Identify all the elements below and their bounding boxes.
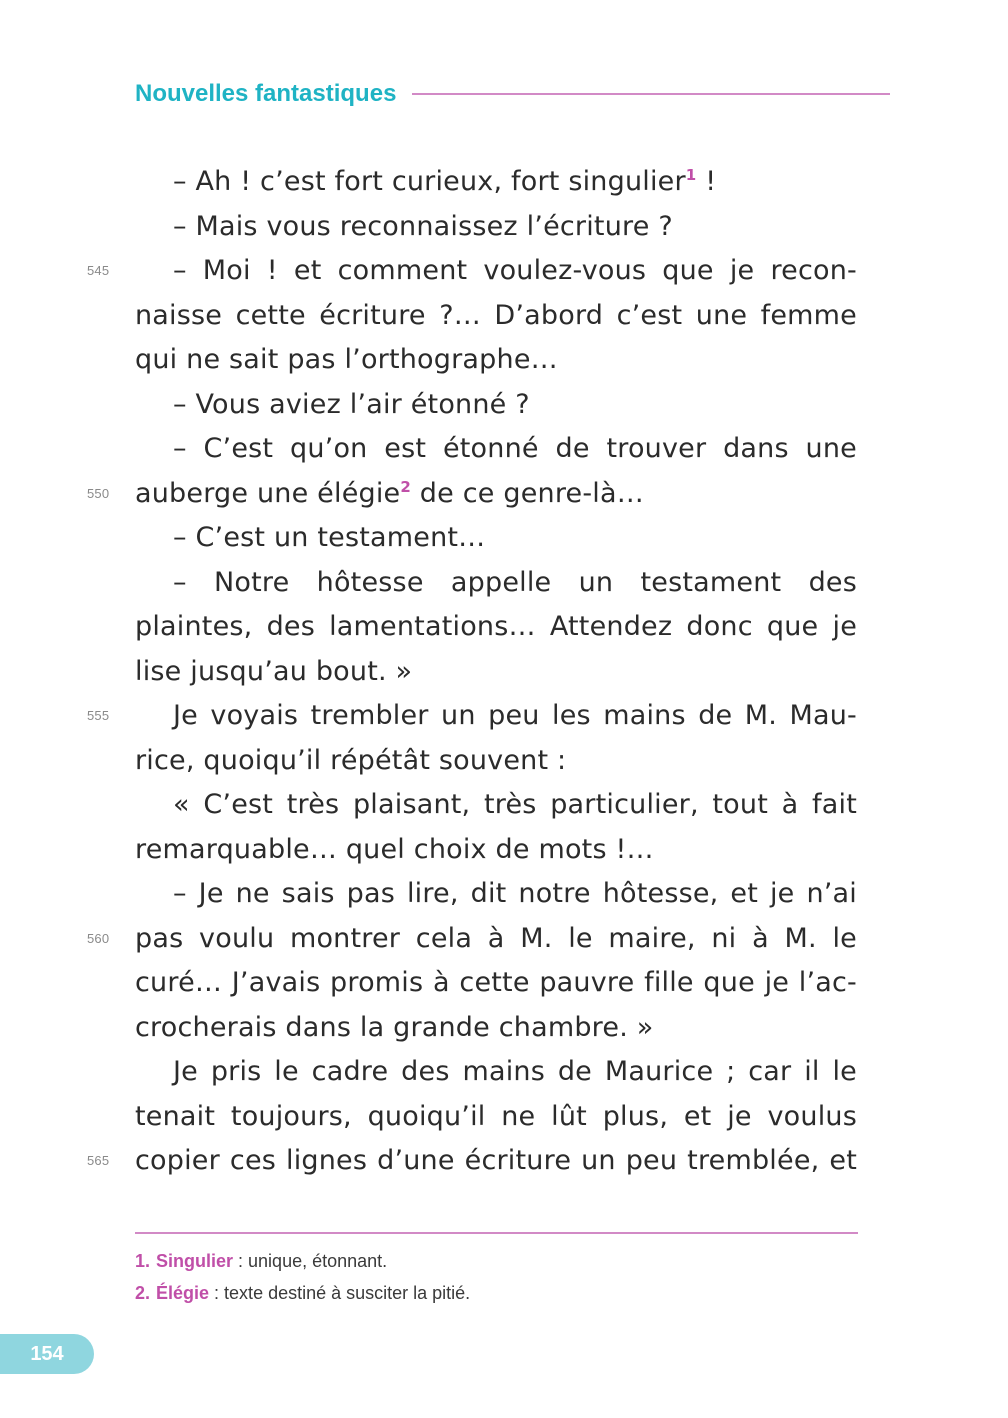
running-header [135,78,890,110]
text-line-content: – Je ne sais pas lire, dit notre hôtesse, et je n’ai [173,878,857,909]
text-line [0,205,1008,250]
text-line-content: naisse cette écriture ?… D’abord c’est une femme [135,299,857,331]
footnote-rule [135,1232,858,1234]
footnote-number: 2. [135,1283,151,1303]
text-line [0,294,1008,339]
text-line [0,516,1008,561]
text-line-content: plaintes, des lamentations… Attendez donc que je [135,611,857,642]
header-rule [412,93,890,95]
text-line-content: de ce genre-là… [411,477,644,509]
text-line [0,427,1008,472]
line-number: 555 [87,708,110,723]
footnote-definition: : texte destiné à susciter la pitié. [209,1283,471,1303]
page-number-tab [0,1334,94,1374]
footnote-item [135,1277,858,1309]
text-line-content: crocherais dans la grande chambre. » [135,1011,654,1043]
text-line [0,694,1008,739]
text-line [0,783,1008,828]
text-line-content: – C’est un testament… [173,522,486,553]
text-line-content: tenait toujours, quoiqu’il ne lût plus, et je voulus [135,1100,857,1132]
footnote-term: Singulier [156,1251,234,1271]
text-line [0,1095,1008,1140]
text-line [0,917,1008,962]
line-number: 565 [87,1153,110,1168]
footnote-number: 1. [135,1251,151,1271]
text-line-content: « C’est très plaisant, très particulier, tout à fait [173,789,857,820]
text-line-content: copier ces lignes d’une écriture un peu tremblée, et [135,1145,857,1176]
text-line-content: auberge une élégie [135,477,401,509]
header-title: Nouvelles fantastiques [135,80,397,107]
text-line-content: Je pris le cadre des mains de Maurice ; car il le [173,1056,857,1087]
footnote-ref: 2 [400,477,412,496]
text-line [0,828,1008,873]
text-line-content: pas voulu montrer cela à M. le maire, ni à M. le [135,922,857,954]
text-line [0,249,1008,294]
text-line-content: ! [696,166,717,197]
text-line-content: lise jusqu’au bout. » [135,655,413,687]
text-line [0,961,1008,1006]
text-line [0,561,1008,606]
text-line [0,739,1008,784]
text-line [0,1006,1008,1051]
text-line-content: Je voyais trembler un peu les mains de M. Mau- [173,700,857,731]
footnote-item [135,1245,858,1277]
line-number: 545 [87,263,110,278]
text-line-content: – Vous aviez l’air étonné ? [173,388,530,420]
text-line-content: rice, quoiqu’il répétât souvent : [135,744,567,776]
text-line [0,650,1008,695]
text-line-content: – Moi ! et comment voulez-vous que je recon- [173,255,857,286]
text-line-content: qui ne sait pas l’orthographe… [135,344,558,375]
line-number: 560 [87,930,110,946]
text-line-content: – C’est qu’on est étonné de trouver dans une [173,433,857,464]
text-line-content: curé… J’avais promis à cette pauvre fille que je l’ac- [135,967,857,998]
footnotes [135,1245,858,1309]
text-line-content: – Ah ! c’est fort curieux, fort singulier [173,166,686,197]
footnote-ref: 1 [685,166,697,184]
footnote-term: Élégie [156,1283,210,1303]
text-line [0,1139,1008,1184]
text-line [0,338,1008,383]
body-text [0,160,1008,1184]
text-line [0,605,1008,650]
page-number: 154 [30,1342,64,1365]
text-line-content: remarquable… quel choix de mots !… [135,833,654,865]
footnote-definition: : unique, étonnant. [233,1251,388,1271]
text-line [0,1050,1008,1095]
text-line-content: – Mais vous reconnaissez l’écriture ? [173,210,673,242]
text-line-content: – Notre hôtesse appelle un testament des [173,566,857,598]
text-line [0,472,1008,517]
text-line [0,383,1008,428]
text-line [0,872,1008,917]
text-line [0,160,1008,205]
line-number: 550 [87,485,110,501]
